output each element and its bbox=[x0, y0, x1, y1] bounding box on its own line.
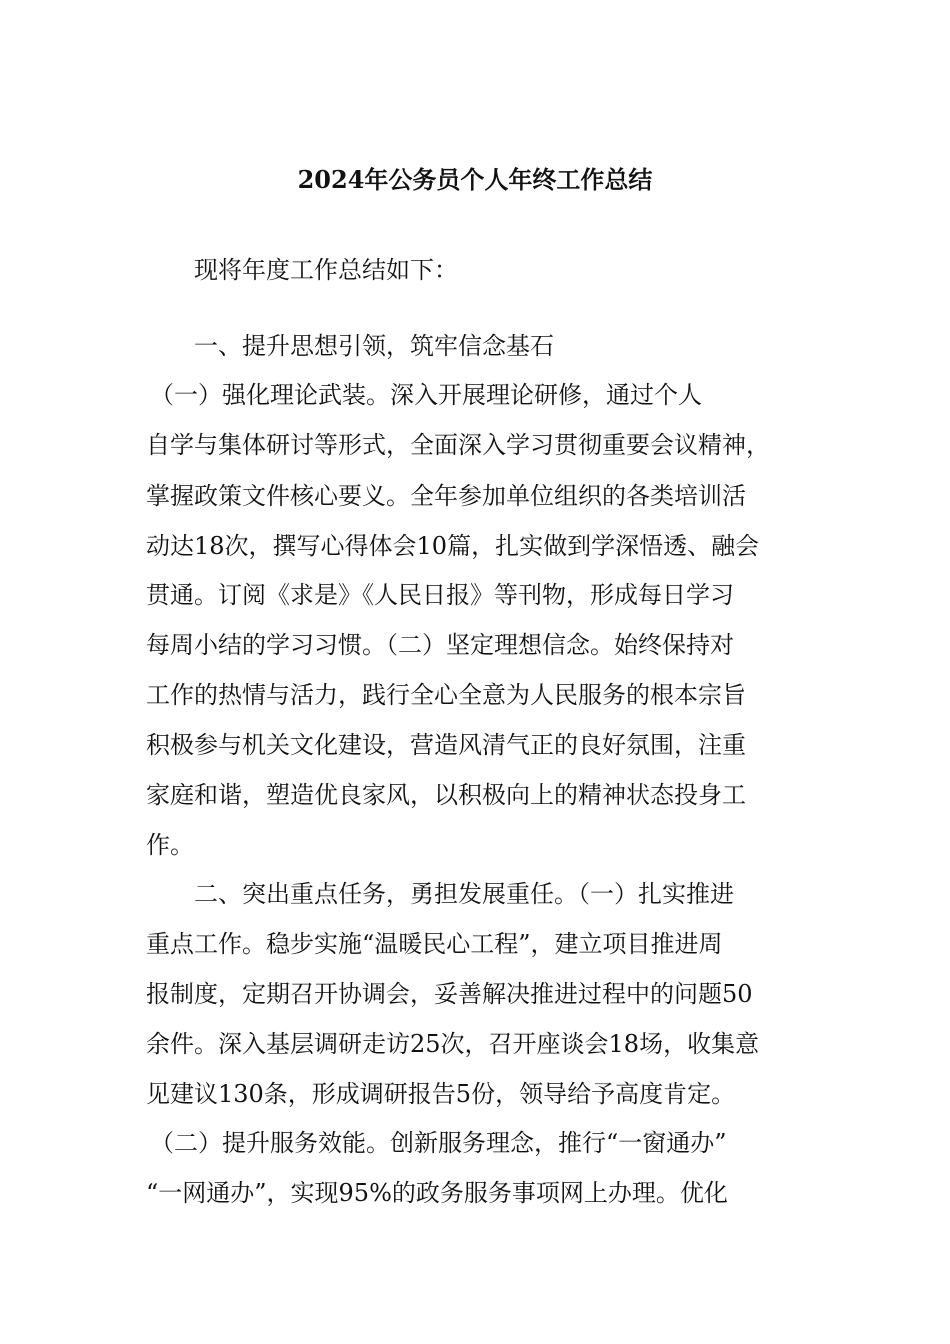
text-line: 报制度，定期召开协调会，妥善解决推进过程中的问题50 bbox=[146, 980, 753, 1008]
text-line: 家庭和谐，塑造优良家风，以积极向上的精神状态投身工 bbox=[146, 781, 746, 809]
text-line: 掌握政策文件核心要义。全年参加单位组织的各类培训活 bbox=[146, 482, 746, 510]
text-line: 每周小结的学习习惯。（二）坚定理想信念。始终保持对 bbox=[146, 631, 734, 659]
text-line: 贯通。订阅《求是》《人民日报》等刊物，形成每日学习 bbox=[146, 581, 734, 609]
document-title: 2024年公务员个人年终工作总结 bbox=[297, 165, 653, 194]
text-line: 重点工作。稳步实施“温暖民心工程”，建立项目推进周 bbox=[146, 930, 723, 958]
section-heading-2: 二、突出重点任务，勇担发展重任。（一）扎实推进 bbox=[194, 880, 734, 908]
text-line: 积极参与机关文化建设，营造风清气正的良好氛围，注重 bbox=[146, 731, 746, 759]
text-line: 余件。深入基层调研走访25次，召开座谈会18场，收集意 bbox=[146, 1030, 760, 1058]
paragraph-intro: 现将年度工作总结如下： bbox=[194, 256, 458, 284]
section-heading-1: 一、提升思想引领，筑牢信念基石 bbox=[194, 332, 554, 360]
text-line: （一）强化理论武装。深入开展理论研修，通过个人 bbox=[150, 381, 702, 409]
text-line: 作。 bbox=[146, 831, 194, 859]
text-line: 自学与集体研讨等形式，全面深入学习贯彻重要会议精神， bbox=[146, 431, 770, 459]
text-line: 见建议130条，形成调研报告5份，领导给予高度肯定。 bbox=[146, 1080, 736, 1108]
text-line: （二）提升服务效能。创新服务理念，推行“一窗通办” bbox=[150, 1129, 727, 1157]
text-line: 动达18次，撰写心得体会10篇，扎实做到学深悟透、融会 bbox=[146, 532, 760, 560]
text-line: “一网通办”，实现95%的政务服务事项网上办理。优化 bbox=[146, 1179, 728, 1207]
text-line: 工作的热情与活力，践行全心全意为人民服务的根本宗旨 bbox=[146, 681, 746, 709]
